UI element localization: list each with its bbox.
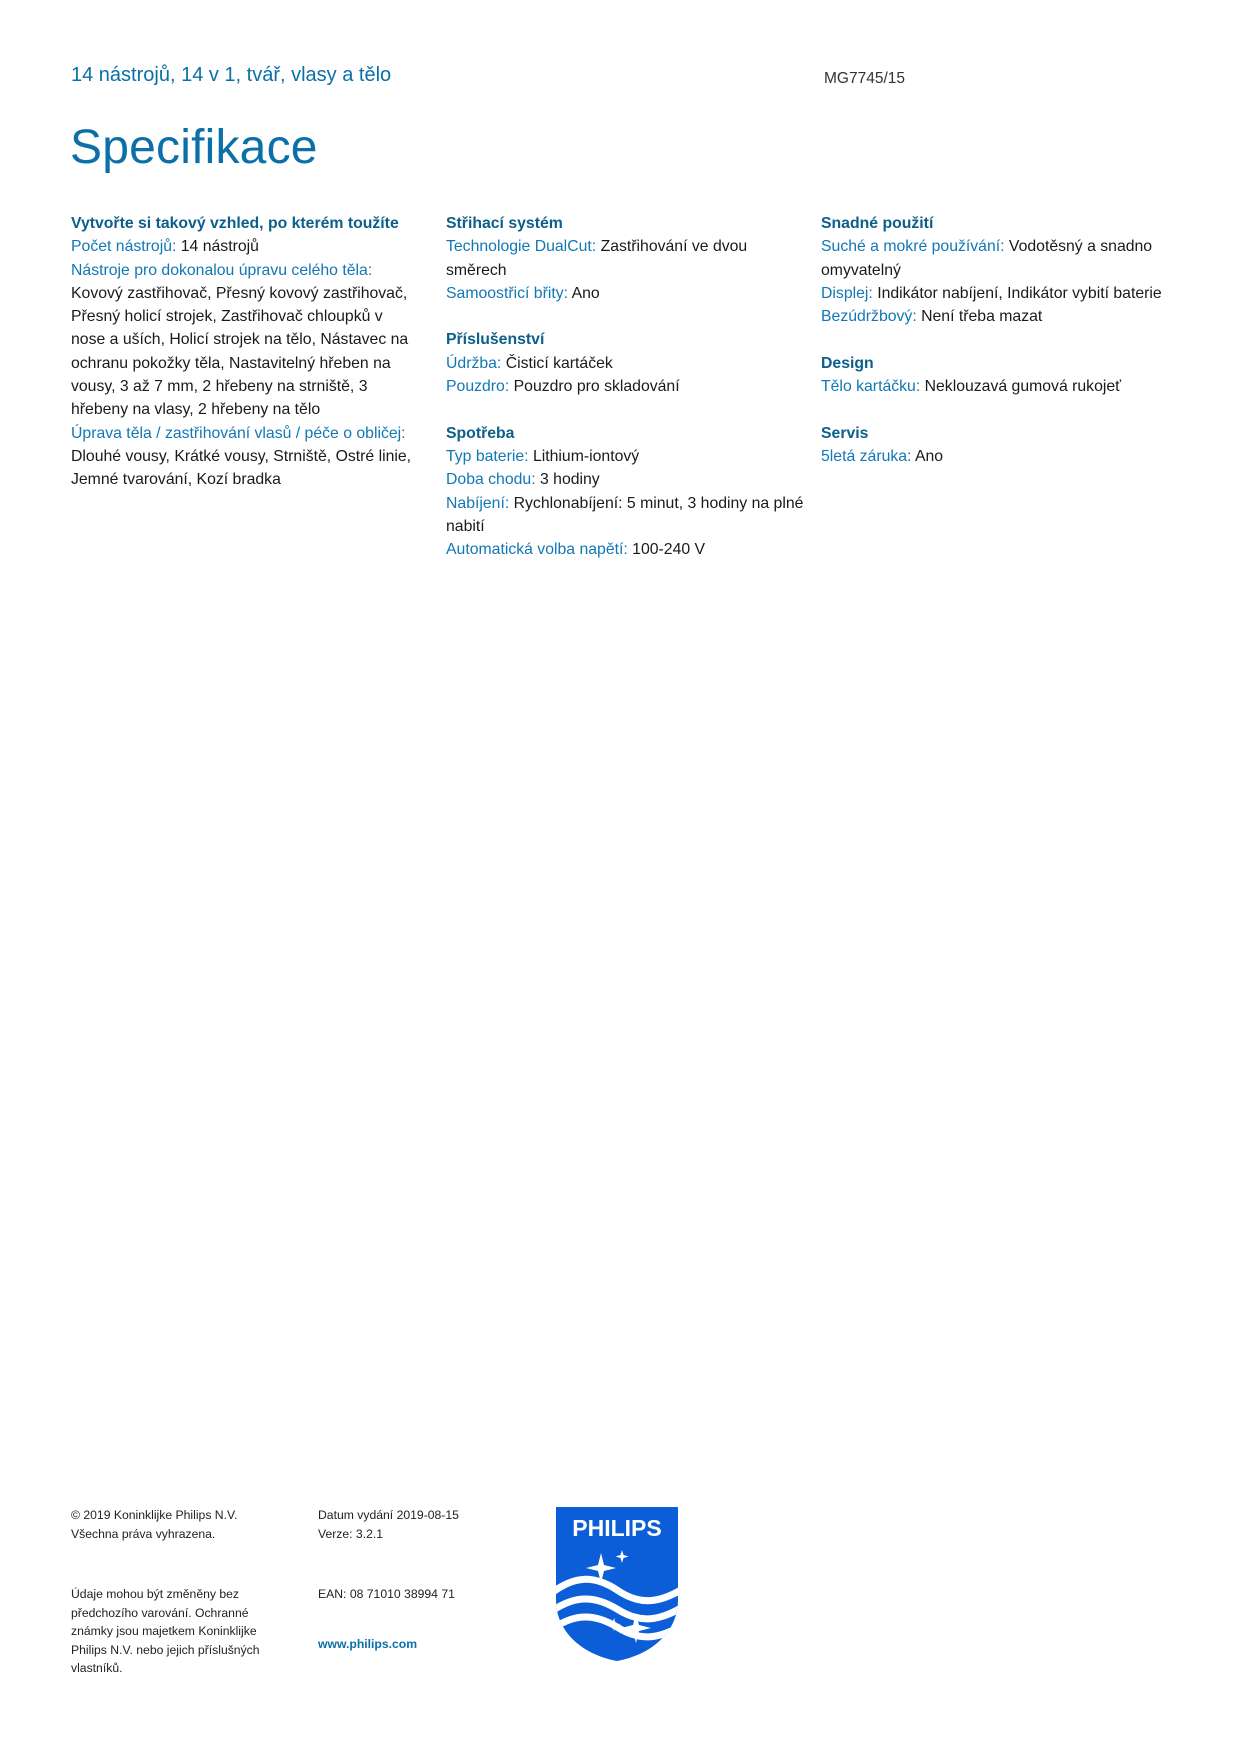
spec-item bbox=[821, 305, 1171, 328]
spec-item bbox=[71, 235, 421, 258]
spec-label: Počet nástrojů: bbox=[71, 238, 177, 256]
spec-item bbox=[71, 422, 421, 492]
release-date: Datum vydání 2019-08-15 bbox=[318, 1508, 459, 1522]
spec-value: Rychlonabíjení: 5 minut, 3 hodiny na plné nabití bbox=[446, 494, 804, 535]
spec-item bbox=[446, 468, 806, 491]
spec-section bbox=[821, 212, 1171, 328]
spec-value: Lithium-iontový bbox=[532, 447, 640, 465]
spec-item bbox=[446, 352, 806, 375]
spec-label: Úprava těla / zastřihování vlasů / péče o obličej: bbox=[71, 424, 406, 442]
spec-section bbox=[821, 422, 1171, 469]
section-title: Vytvořte si takový vzhled, po kterém toužíte bbox=[71, 215, 399, 232]
spec-section bbox=[71, 212, 421, 492]
spec-item bbox=[446, 235, 806, 282]
spec-item bbox=[821, 445, 1171, 468]
spec-value: Pouzdro pro skladování bbox=[513, 378, 680, 396]
spec-section bbox=[446, 422, 806, 562]
release-version: Verze: 3.2.1 bbox=[318, 1526, 384, 1541]
spec-section bbox=[821, 352, 1171, 399]
spec-label: Tělo kartáčku: bbox=[821, 378, 921, 396]
spec-item bbox=[446, 538, 806, 561]
copyright-line-1: © 2019 Koninklijke Philips N.V. bbox=[71, 1508, 238, 1522]
spec-value: Ano bbox=[914, 447, 944, 465]
copyright-line-2: Všechna práva vyhrazena. bbox=[71, 1526, 216, 1541]
spec-value: Čisticí kartáček bbox=[505, 354, 613, 372]
footer-copyright bbox=[71, 1506, 291, 1543]
spec-item bbox=[821, 375, 1171, 398]
spec-label: Nástroje pro dokonalou úpravu celého těla: bbox=[71, 261, 373, 279]
spec-value: Kovový zastřihovač, Přesný kovový zastřihovač, Přesný holicí strojek, Zastřihovač chloupků v nose a uších, Holicí strojek na tělo, Nástavec na ochranu pokožky těla, Nastavitelný hřeben na vousy, 3 až 7 mm, 2 hřebeny na strniště, 3 hřebeny na vlasy, 2 hřebeny na tělo bbox=[71, 284, 409, 419]
footer-disclaimer: Údaje mohou být změněny bez předchozího varování. Ochranné známky jsou majetkem Koninklijke Philips N.V. nebo jejich příslušných vlastníků. bbox=[71, 1587, 260, 1675]
spec-item bbox=[446, 375, 806, 398]
product-subtitle: 14 nástrojů, 14 v 1, tvář, vlasy a tělo bbox=[71, 64, 392, 86]
spec-value: Vodotěsný a snadno omyvatelný bbox=[821, 238, 1153, 279]
philips-shield-logo bbox=[554, 1505, 680, 1663]
spec-section bbox=[446, 328, 806, 398]
spec-section bbox=[446, 212, 806, 305]
spec-item bbox=[821, 235, 1171, 282]
spec-label: Bezúdržbový: bbox=[821, 308, 917, 326]
spec-value: 100-240 V bbox=[632, 541, 706, 559]
spec-label: Údržba: bbox=[446, 354, 502, 372]
spec-column-3 bbox=[821, 212, 1171, 492]
section-title: Spotřeba bbox=[446, 424, 515, 442]
spec-label: Typ baterie: bbox=[446, 447, 529, 465]
spec-label: Pouzdro: bbox=[446, 378, 510, 396]
section-title: Střihací systém bbox=[446, 215, 563, 232]
logo-wordmark: PHILIPS bbox=[572, 1515, 662, 1541]
spec-value: Neklouzavá gumová rukojeť bbox=[924, 378, 1122, 396]
spec-label: Doba chodu: bbox=[446, 471, 536, 489]
website-link[interactable]: www.philips.com bbox=[318, 1637, 418, 1651]
spec-value: 14 nástrojů bbox=[180, 238, 259, 256]
spec-value: Zastřihování ve dvou směrech bbox=[446, 238, 748, 279]
spec-label: Automatická volba napětí: bbox=[446, 541, 628, 559]
section-title: Snadné použití bbox=[821, 215, 934, 232]
spec-label: Displej: bbox=[821, 284, 873, 302]
spec-item bbox=[821, 282, 1171, 305]
page-title: Specifikace bbox=[70, 121, 318, 174]
spec-value: Ano bbox=[571, 284, 600, 302]
spec-label: 5letá záruka: bbox=[821, 447, 912, 465]
spec-item bbox=[71, 259, 421, 422]
section-title: Design bbox=[821, 354, 874, 372]
spec-label: Technologie DualCut: bbox=[446, 238, 597, 256]
spec-item bbox=[446, 282, 806, 305]
spec-label: Samoostřicí břity: bbox=[446, 284, 569, 302]
model-number: MG7745/15 bbox=[824, 70, 905, 87]
spec-column-1 bbox=[71, 212, 421, 515]
footer-release bbox=[318, 1506, 538, 1543]
spec-label: Suché a mokré používání: bbox=[821, 238, 1005, 256]
spec-column-2 bbox=[446, 212, 806, 585]
footer-ean: EAN: 08 71010 38994 71 bbox=[318, 1587, 455, 1601]
section-title: Příslušenství bbox=[446, 331, 545, 349]
section-title: Servis bbox=[821, 424, 869, 442]
spec-value: 3 hodiny bbox=[539, 471, 600, 489]
spec-value: Dlouhé vousy, Krátké vousy, Strniště, Ostré linie, Jemné tvarování, Kozí bradka bbox=[71, 447, 412, 489]
spec-label: Nabíjení: bbox=[446, 494, 510, 512]
spec-item bbox=[446, 492, 806, 539]
spec-item bbox=[446, 445, 806, 468]
spec-value: Indikátor nabíjení, Indikátor vybití baterie bbox=[877, 284, 1162, 302]
spec-value: Není třeba mazat bbox=[921, 308, 1043, 326]
